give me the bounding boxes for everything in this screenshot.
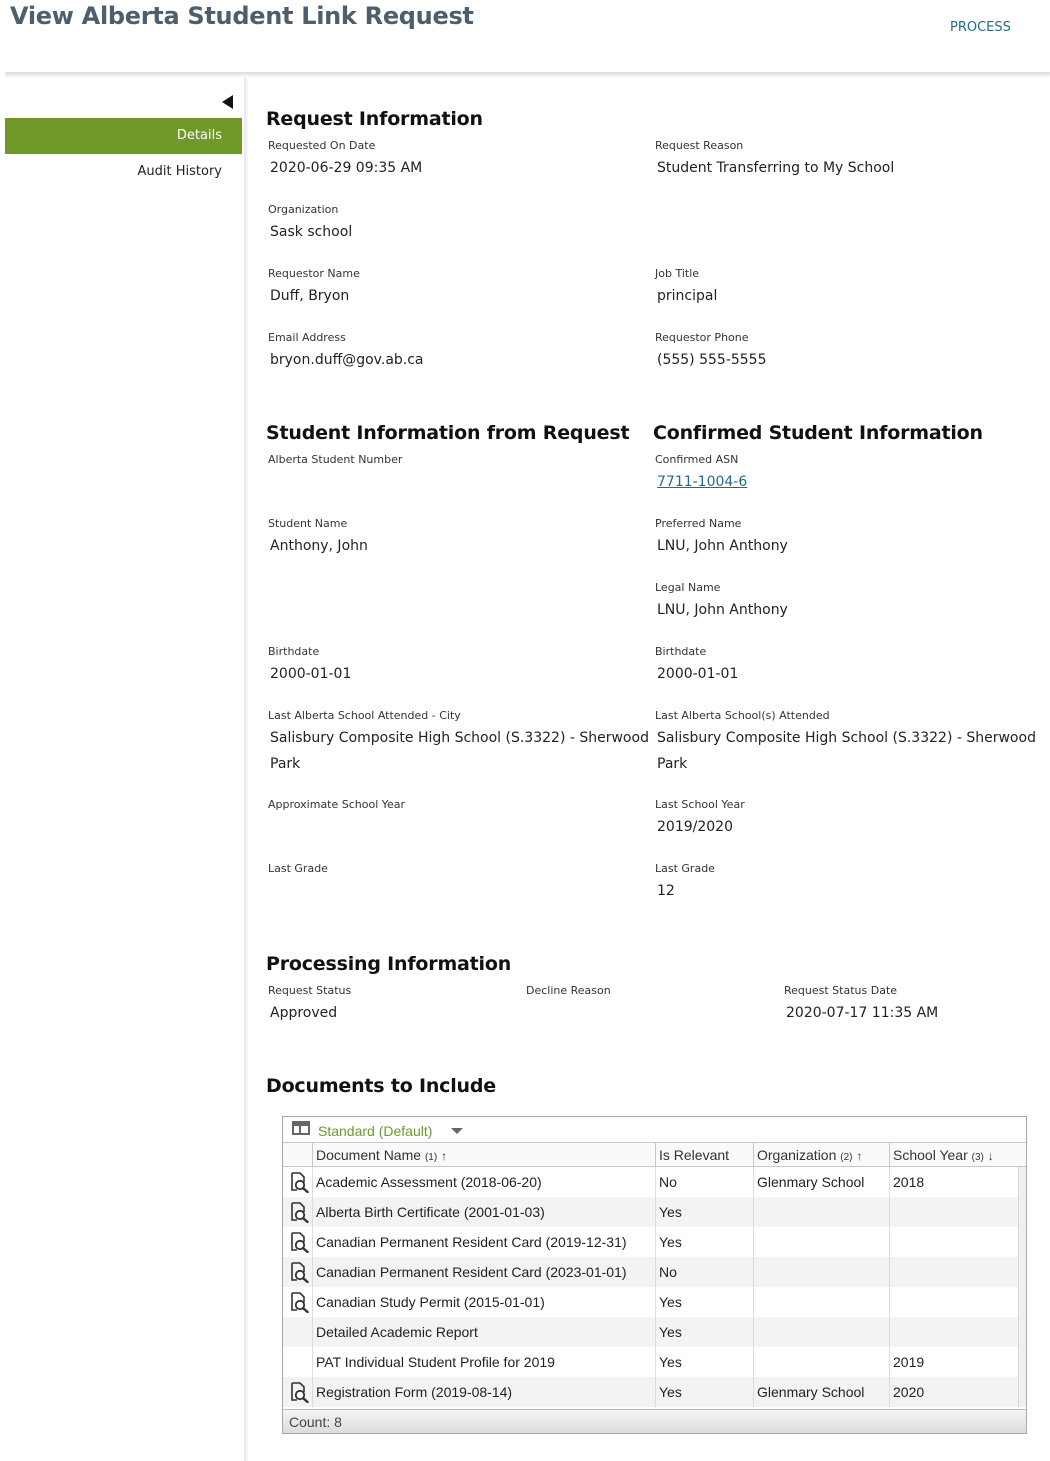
last-school-year-label: Last School Year [655, 798, 745, 811]
column-divider [753, 1167, 754, 1407]
collapse-sidebar-icon[interactable] [222, 95, 233, 109]
grid-footer-count: Count: 8 [283, 1409, 1026, 1433]
documents-heading: Documents to Include [266, 1075, 496, 1097]
cell-is-relevant: Yes [659, 1384, 682, 1400]
cell-organization: Glenmary School [757, 1384, 865, 1400]
organization-value: Sask school [270, 224, 353, 240]
cell-document-name: Alberta Birth Certificate (2001-01-03) [316, 1204, 545, 1220]
table-row[interactable] [283, 1257, 1018, 1287]
sidebar-item-details[interactable]: Details [5, 118, 242, 154]
student-request-heading: Student Information from Request [266, 422, 630, 444]
column-divider [655, 1167, 656, 1407]
cell-is-relevant: Yes [659, 1354, 682, 1370]
column-header-label: School Year [893, 1147, 968, 1163]
cell-is-relevant: Yes [659, 1324, 682, 1340]
cell-document-name: Canadian Permanent Resident Card (2023-01-01) [316, 1264, 627, 1280]
request-last-school-value: Salisbury Composite High School (S.3322) - Sherwood [270, 730, 649, 746]
request-reason-label: Request Reason [655, 139, 744, 152]
column-header-label: Organization [757, 1147, 837, 1163]
table-row[interactable] [283, 1167, 1018, 1197]
request-birthdate-value: 2000-01-01 [270, 666, 352, 682]
processing-heading: Processing Information [266, 953, 512, 975]
document-search-icon[interactable] [289, 1202, 309, 1223]
table-row[interactable] [283, 1347, 1018, 1377]
cell-school-year [890, 1287, 1018, 1317]
preferred-name-value: LNU, John Anthony [657, 538, 788, 554]
requestor-name-value: Duff, Bryon [270, 288, 350, 304]
request-last-school-value-cont: Park [270, 756, 301, 772]
sort-order-badge: (3) [971, 1152, 984, 1163]
requestor-phone-value: (555) 555-5555 [657, 352, 767, 368]
confirmed-birthdate-value: 2000-01-01 [657, 666, 739, 682]
page-title: View Alberta Student Link Request [10, 2, 474, 30]
cell-school-year [890, 1197, 1018, 1227]
sort-order-badge: (2) [840, 1152, 853, 1163]
column-header-school-year[interactable] [889, 1143, 1026, 1167]
cell-organization [754, 1347, 889, 1377]
student-name-value: Anthony, John [270, 538, 368, 554]
request-last-school-label: Last Alberta School Attended - City [268, 709, 461, 722]
legal-name-value: LNU, John Anthony [657, 602, 788, 618]
email-value: bryon.duff@gov.ab.ca [270, 352, 424, 368]
cell-school-year: 2018 [893, 1174, 925, 1190]
chevron-down-icon[interactable] [451, 1128, 463, 1134]
organization-label: Organization [268, 203, 339, 216]
request-last-grade-label: Last Grade [268, 862, 328, 875]
cell-organization [754, 1287, 889, 1317]
confirmed-asn-label: Confirmed ASN [655, 453, 739, 466]
confirmed-last-school-value-cont: Park [657, 756, 688, 772]
cell-organization: Glenmary School [757, 1174, 865, 1190]
sort-descending-icon: ↓ [987, 1149, 994, 1163]
column-header-is-relevant[interactable] [655, 1143, 753, 1167]
process-button[interactable]: PROCESS [950, 20, 1011, 35]
requestor-name-label: Requestor Name [268, 267, 360, 280]
cell-is-relevant: No [659, 1174, 677, 1190]
cell-document-name: Academic Assessment (2018-06-20) [316, 1174, 542, 1190]
request-status-date-label: Request Status Date [784, 984, 898, 997]
cell-organization [754, 1257, 889, 1287]
cell-organization [754, 1227, 889, 1257]
column-header-label: Document Name [316, 1147, 422, 1163]
column-header-document-name[interactable] [312, 1143, 655, 1167]
sort-ascending-icon: ↑ [856, 1149, 863, 1163]
cell-document-name: Canadian Study Permit (2015-01-01) [316, 1294, 545, 1310]
confirmed-last-grade-label: Last Grade [655, 862, 715, 875]
cell-is-relevant: No [659, 1264, 677, 1280]
vertical-scrollbar[interactable] [1018, 1167, 1026, 1407]
request-status-date-value: 2020-07-17 11:35 AM [786, 1005, 939, 1021]
grid-view-icon[interactable] [292, 1121, 310, 1135]
job-title-value: principal [657, 288, 718, 304]
cell-school-year [890, 1317, 1018, 1347]
request-info-heading: Request Information [266, 108, 483, 130]
document-search-icon[interactable] [289, 1172, 309, 1193]
cell-is-relevant: Yes [659, 1204, 682, 1220]
document-search-icon[interactable] [289, 1292, 309, 1313]
grid-toolbar [283, 1117, 1026, 1143]
sidebar-divider [244, 78, 248, 1461]
cell-document-name: Registration Form (2019-08-14) [316, 1384, 513, 1400]
column-header-organization[interactable] [753, 1143, 889, 1167]
decline-reason-label: Decline Reason [526, 984, 611, 997]
column-divider [312, 1167, 313, 1407]
column-divider [889, 1167, 890, 1407]
request-status-label: Request Status [268, 984, 352, 997]
document-search-icon[interactable] [289, 1382, 309, 1403]
column-header-label: Is Relevant [659, 1147, 730, 1163]
sidebar [5, 78, 248, 1461]
documents-grid [282, 1116, 1027, 1434]
job-title-label: Job Title [655, 267, 700, 280]
confirmed-asn-link[interactable]: 7711-1004-6 [657, 474, 748, 490]
student-name-label: Student Name [268, 517, 348, 530]
confirmed-student-heading: Confirmed Student Information [653, 422, 983, 444]
table-row[interactable] [283, 1227, 1018, 1257]
cell-school-year [890, 1227, 1018, 1257]
view-selector[interactable]: Standard (Default) [318, 1123, 433, 1139]
requested-on-label: Requested On Date [268, 139, 376, 152]
cell-document-name: PAT Individual Student Profile for 2019 [316, 1354, 555, 1370]
requestor-phone-label: Requestor Phone [655, 331, 749, 344]
table-row[interactable] [283, 1287, 1018, 1317]
request-status-value: Approved [270, 1005, 338, 1021]
confirmed-last-school-label: Last Alberta School(s) Attended [655, 709, 830, 722]
request-birthdate-label: Birthdate [268, 645, 320, 658]
cell-is-relevant: Yes [659, 1294, 682, 1310]
sort-order-badge: (1) [424, 1152, 438, 1163]
table-row[interactable] [283, 1317, 1018, 1347]
cell-organization [754, 1197, 889, 1227]
cell-document-name: Canadian Permanent Resident Card (2019-12-31) [316, 1234, 627, 1250]
cell-school-year: 2020 [893, 1384, 925, 1400]
cell-organization [754, 1317, 889, 1347]
preferred-name-label: Preferred Name [655, 517, 742, 530]
cell-is-relevant: Yes [659, 1234, 682, 1250]
email-label: Email Address [268, 331, 346, 344]
cell-document-name: Detailed Academic Report [316, 1324, 478, 1340]
document-search-icon[interactable] [289, 1232, 309, 1253]
last-school-year-value: 2019/2020 [657, 819, 733, 835]
approx-school-year-label: Approximate School Year [268, 798, 406, 811]
confirmed-last-grade-value: 12 [657, 883, 675, 899]
sidebar-item-audit-history[interactable]: Audit History [137, 164, 222, 179]
document-search-icon[interactable] [289, 1262, 309, 1283]
sort-ascending-icon: ↑ [441, 1149, 448, 1163]
table-row[interactable] [283, 1377, 1018, 1407]
request-reason-value: Student Transferring to My School [657, 160, 895, 176]
legal-name-label: Legal Name [655, 581, 721, 594]
table-row[interactable] [283, 1197, 1018, 1227]
confirmed-birthdate-label: Birthdate [655, 645, 707, 658]
grid-header-row [283, 1143, 1026, 1167]
requested-on-value: 2020-06-29 09:35 AM [270, 160, 423, 176]
asn-label: Alberta Student Number [268, 453, 403, 466]
cell-school-year: 2019 [893, 1354, 925, 1370]
cell-school-year [890, 1257, 1018, 1287]
confirmed-last-school-value: Salisbury Composite High School (S.3322) - Sherwood [657, 730, 1036, 746]
